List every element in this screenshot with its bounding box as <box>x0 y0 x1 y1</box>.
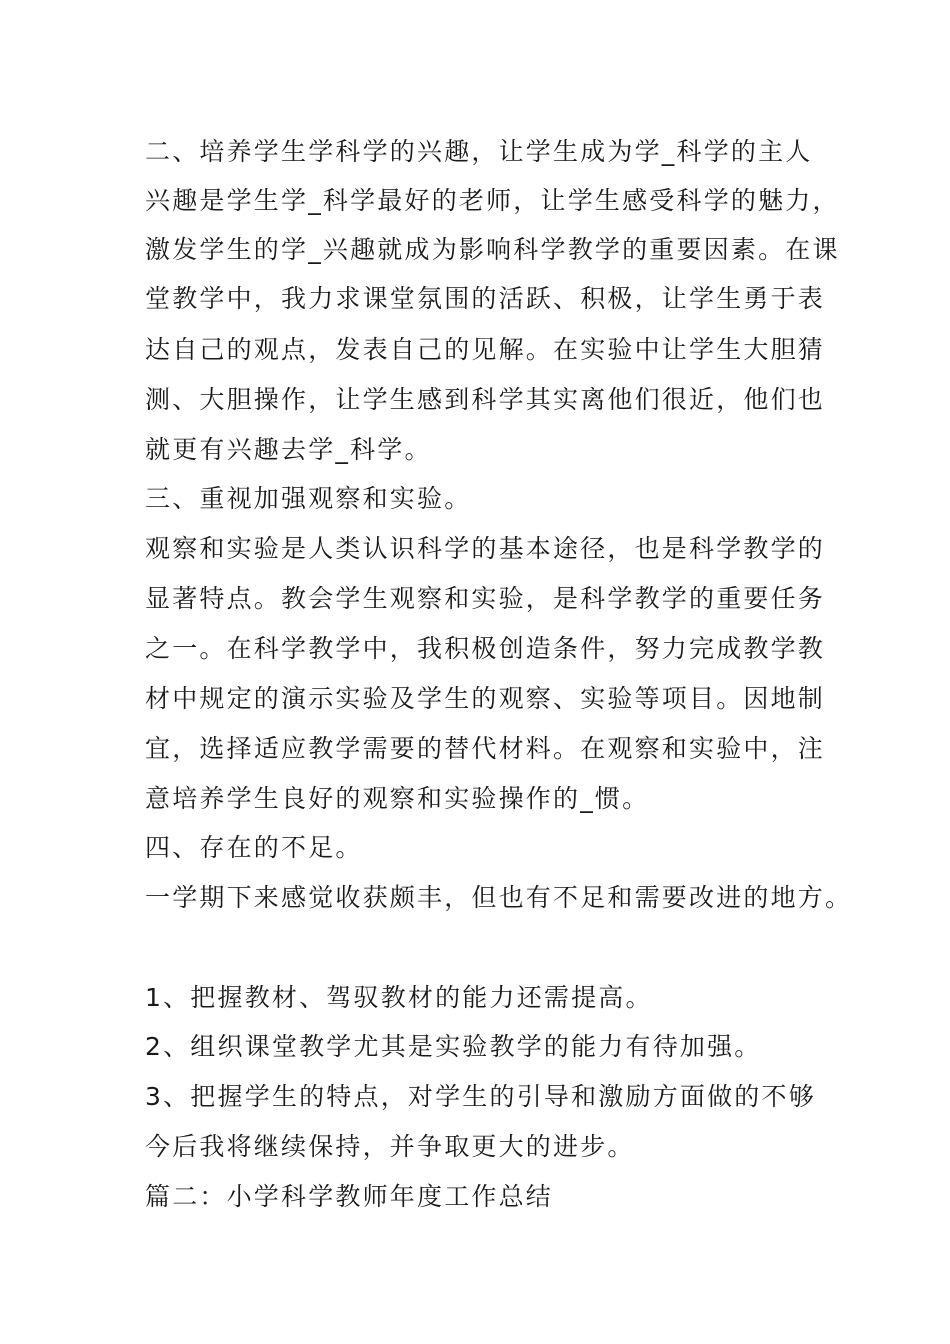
section-heading-observation: 三、重视加强观察和实验。 <box>145 484 472 513</box>
paragraph-line: 材中规定的演示实验及学生的观察、实验等项目。因地制 <box>145 684 826 713</box>
list-item: 2、组织课堂教学尤其是实验教学的能力有待加强。 <box>145 1032 762 1061</box>
paragraph-line: 一学期下来感觉收获颇丰，但也有不足和需要改进的地方。 <box>145 883 853 912</box>
paragraph-line: 意培养学生良好的观察和实验操作的_惯。 <box>145 784 650 813</box>
paragraph-line: 达自己的观点，发表自己的见解。在实验中让学生大胆猜 <box>145 335 826 364</box>
paragraph-line: 观察和实验是人类认识科学的基本途径，也是科学教学的 <box>145 534 826 563</box>
next-article-title: 篇二：小学科学教师年度工作总结 <box>145 1182 554 1211</box>
paragraph-line: 激发学生的学_兴趣就成为影响科学教学的重要因素。在课 <box>145 235 840 264</box>
section-heading-shortcomings: 四、存在的不足。 <box>145 833 363 862</box>
paragraph-line: 堂教学中，我力求课堂氛围的活跃、积极，让学生勇于表 <box>145 284 826 313</box>
list-item: 3、把握学生的特点，对学生的引导和激励方面做的不够 <box>145 1082 816 1111</box>
paragraph-line: 兴趣是学生学_科学最好的老师，让学生感受科学的魅力， <box>145 186 840 215</box>
paragraph-line: 测、大胆操作，让学生感到科学其实离他们很近，他们也 <box>145 385 826 414</box>
list-item: 1、把握教材、驾驭教材的能力还需提高。 <box>145 983 653 1012</box>
section-heading-interest: 二、培养学生学科学的兴趣，让学生成为学_科学的主人 <box>145 137 813 166</box>
paragraph-line: 今后我将继续保持，并争取更大的进步。 <box>145 1132 635 1161</box>
paragraph-line: 就更有兴趣去学_科学。 <box>145 435 432 464</box>
paragraph-line: 之一。在科学教学中，我积极创造条件，努力完成教学教 <box>145 634 826 663</box>
paragraph-line: 宜，选择适应教学需要的替代材料。在观察和实验中，注 <box>145 734 826 763</box>
paragraph-line: 显著特点。教会学生观察和实验，是科学教学的重要任务 <box>145 584 826 613</box>
